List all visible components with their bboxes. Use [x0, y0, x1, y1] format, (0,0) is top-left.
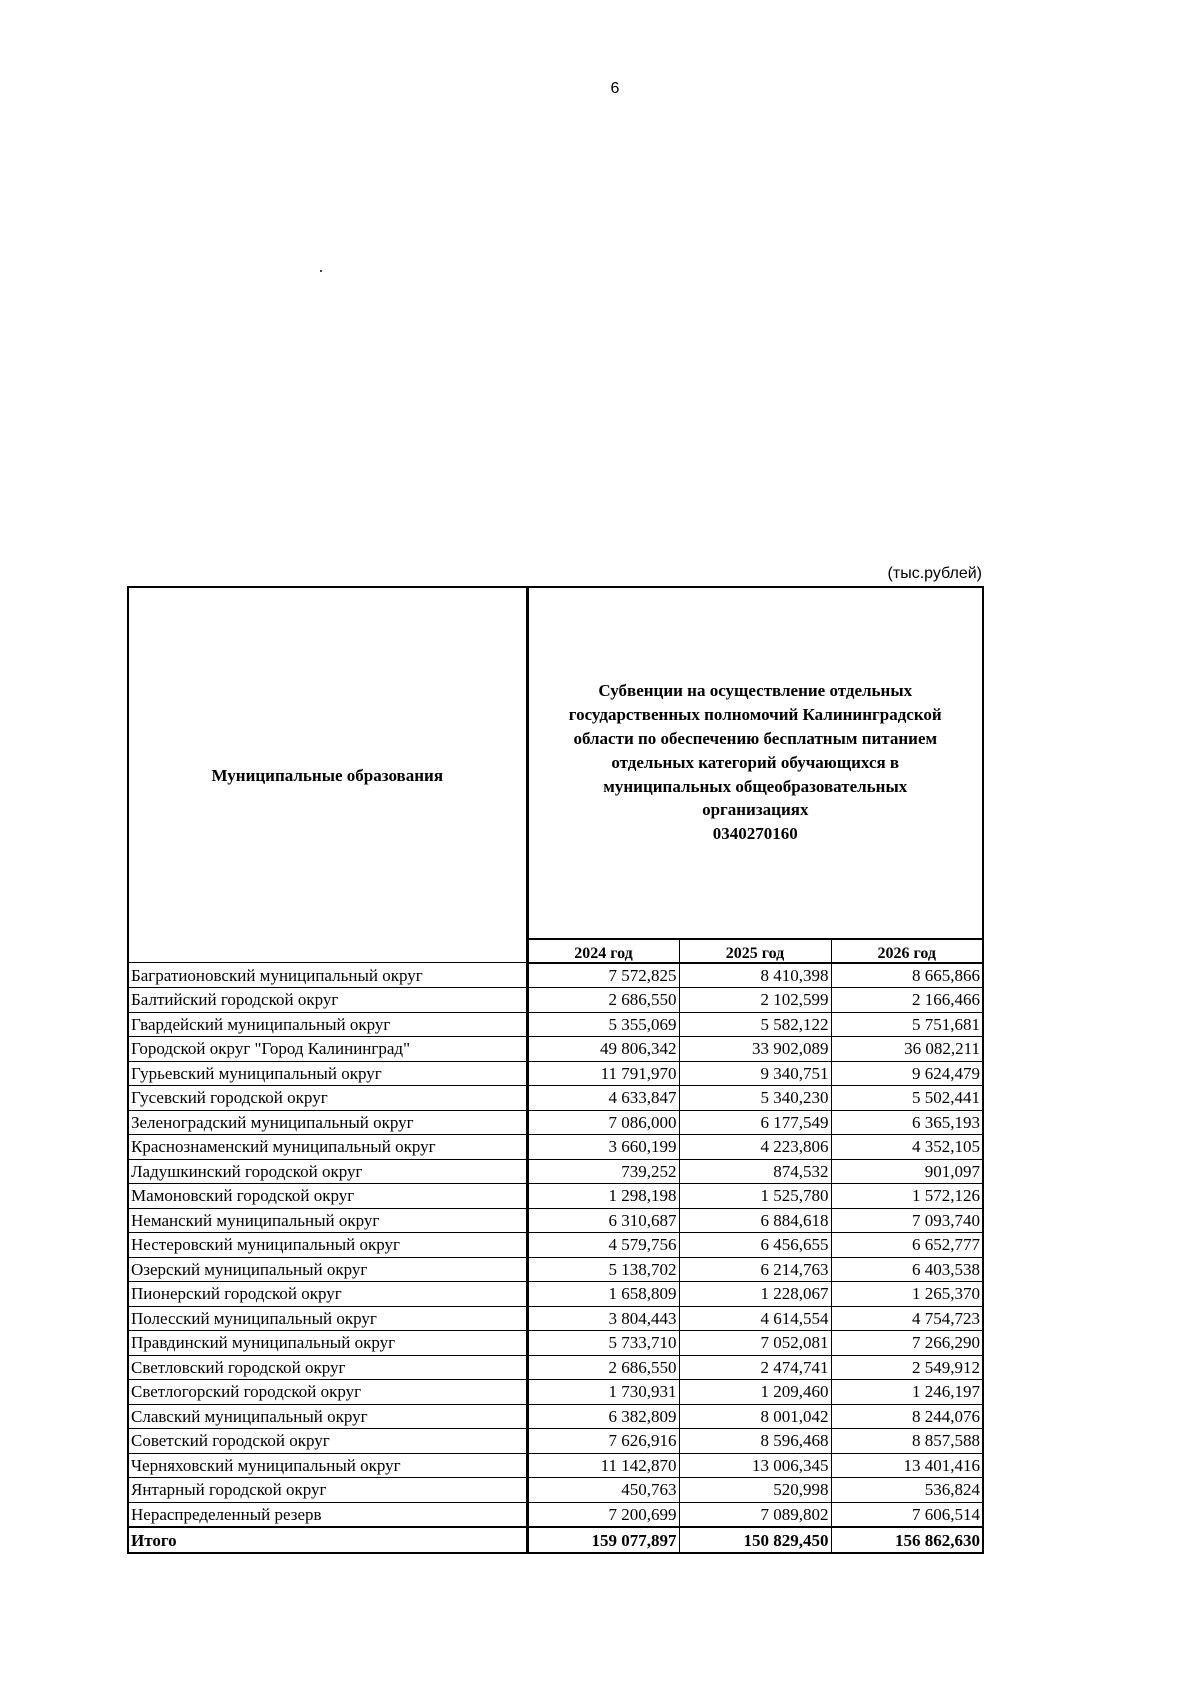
total-2026: 156 862,630 — [831, 1527, 983, 1553]
row-value-2024: 5 355,069 — [527, 1012, 679, 1037]
table-row — [128, 1159, 983, 1184]
row-municipality-name: Зеленоградский муниципальный округ — [128, 1110, 527, 1135]
table-row — [128, 1257, 983, 1282]
header-desc-code: 0340270160 — [712, 824, 798, 844]
row-value-2025: 8 410,398 — [679, 963, 831, 988]
table-row — [128, 1453, 983, 1478]
row-value-2024: 7 572,825 — [527, 963, 679, 988]
row-value-2024: 3 660,199 — [527, 1135, 679, 1160]
table-row — [128, 1478, 983, 1503]
row-value-2025: 6 177,549 — [679, 1110, 831, 1135]
total-row — [128, 1527, 983, 1553]
table-row — [128, 1306, 983, 1331]
row-value-2026: 1 246,197 — [831, 1380, 983, 1405]
row-value-2026: 4 754,723 — [831, 1306, 983, 1331]
row-value-2024: 3 804,443 — [527, 1306, 679, 1331]
row-value-2025: 6 214,763 — [679, 1257, 831, 1282]
row-value-2024: 5 138,702 — [527, 1257, 679, 1282]
header-year-2026: 2026 год — [831, 939, 983, 963]
row-value-2025: 1 228,067 — [679, 1282, 831, 1307]
table-row — [128, 1135, 983, 1160]
row-value-2025: 1 525,780 — [679, 1184, 831, 1209]
row-value-2024: 4 633,847 — [527, 1086, 679, 1111]
table-row — [128, 1061, 983, 1086]
table-row — [128, 1086, 983, 1111]
row-value-2025: 5 582,122 — [679, 1012, 831, 1037]
header-desc-line: области по обеспечению бесплатным питанием — [573, 729, 938, 749]
row-municipality-name: Пионерский городской округ — [128, 1282, 527, 1307]
header-subsidy-description — [527, 587, 983, 939]
total-2024: 159 077,897 — [527, 1527, 679, 1553]
table-row — [128, 1380, 983, 1405]
row-value-2024: 1 658,809 — [527, 1282, 679, 1307]
row-value-2025: 520,998 — [679, 1478, 831, 1503]
row-value-2026: 7 093,740 — [831, 1208, 983, 1233]
row-value-2026: 536,824 — [831, 1478, 983, 1503]
row-value-2024: 4 579,756 — [527, 1233, 679, 1258]
row-value-2026: 4 352,105 — [831, 1135, 983, 1160]
row-value-2024: 6 310,687 — [527, 1208, 679, 1233]
table-row — [128, 1502, 983, 1527]
row-value-2026: 9 624,479 — [831, 1061, 983, 1086]
row-value-2026: 13 401,416 — [831, 1453, 983, 1478]
row-value-2024: 11 142,870 — [527, 1453, 679, 1478]
row-value-2026: 2 549,912 — [831, 1355, 983, 1380]
header-desc-line: муниципальных общеобразовательных — [603, 776, 908, 796]
row-value-2025: 2 102,599 — [679, 988, 831, 1013]
row-value-2024: 11 791,970 — [527, 1061, 679, 1086]
row-value-2025: 1 209,460 — [679, 1380, 831, 1405]
subsidy-table — [127, 586, 984, 1554]
row-value-2024: 6 382,809 — [527, 1404, 679, 1429]
row-municipality-name: Неманский муниципальный округ — [128, 1208, 527, 1233]
row-value-2024: 2 686,550 — [527, 1355, 679, 1380]
row-value-2024: 450,763 — [527, 1478, 679, 1503]
row-municipality-name: Мамоновский городской округ — [128, 1184, 527, 1209]
table-row — [128, 1233, 983, 1258]
row-value-2026: 8 857,588 — [831, 1429, 983, 1454]
row-value-2026: 8 665,866 — [831, 963, 983, 988]
row-value-2024: 7 086,000 — [527, 1110, 679, 1135]
header-municipalities: Муниципальные образования — [128, 587, 527, 963]
row-value-2026: 6 403,538 — [831, 1257, 983, 1282]
row-value-2026: 7 266,290 — [831, 1331, 983, 1356]
row-municipality-name: Светловский городской округ — [128, 1355, 527, 1380]
row-value-2025: 33 902,089 — [679, 1037, 831, 1062]
row-value-2025: 4 223,806 — [679, 1135, 831, 1160]
row-value-2025: 5 340,230 — [679, 1086, 831, 1111]
row-value-2025: 7 052,081 — [679, 1331, 831, 1356]
table-row — [128, 1110, 983, 1135]
row-value-2025: 2 474,741 — [679, 1355, 831, 1380]
row-value-2026: 6 365,193 — [831, 1110, 983, 1135]
row-value-2026: 1 572,126 — [831, 1184, 983, 1209]
table-row — [128, 1184, 983, 1209]
row-value-2025: 13 006,345 — [679, 1453, 831, 1478]
row-value-2024: 2 686,550 — [527, 988, 679, 1013]
row-municipality-name: Полесский муниципальный округ — [128, 1306, 527, 1331]
row-municipality-name: Городской округ "Город Калининград" — [128, 1037, 527, 1062]
page-number: 6 — [610, 80, 620, 97]
row-value-2026: 6 652,777 — [831, 1233, 983, 1258]
header-desc-line: организациях — [702, 800, 809, 820]
row-value-2024: 7 626,916 — [527, 1429, 679, 1454]
row-municipality-name: Нераспределенный резерв — [128, 1502, 527, 1527]
row-value-2026: 36 082,211 — [831, 1037, 983, 1062]
header-year-2024: 2024 год — [527, 939, 679, 963]
row-value-2024: 5 733,710 — [527, 1331, 679, 1356]
total-2025: 150 829,450 — [679, 1527, 831, 1553]
row-value-2026: 5 502,441 — [831, 1086, 983, 1111]
header-year-2025: 2025 год — [679, 939, 831, 963]
header-desc-line: государственных полномочий Калининградской — [568, 705, 942, 725]
row-municipality-name: Багратионовский муниципальный округ — [128, 963, 527, 988]
row-value-2024: 49 806,342 — [527, 1037, 679, 1062]
row-value-2026: 1 265,370 — [831, 1282, 983, 1307]
table-row — [128, 1429, 983, 1454]
unit-note: (тыс.рублей) — [887, 565, 982, 582]
table-row — [128, 963, 983, 988]
header-desc-line: Субвенции на осуществление отдельных — [598, 681, 913, 701]
row-municipality-name: Нестеровский муниципальный округ — [128, 1233, 527, 1258]
row-value-2025: 6 456,655 — [679, 1233, 831, 1258]
row-municipality-name: Янтарный городской округ — [128, 1478, 527, 1503]
row-municipality-name: Славский муниципальный округ — [128, 1404, 527, 1429]
row-municipality-name: Советский городской округ — [128, 1429, 527, 1454]
row-value-2024: 1 298,198 — [527, 1184, 679, 1209]
row-value-2026: 5 751,681 — [831, 1012, 983, 1037]
row-value-2024: 739,252 — [527, 1159, 679, 1184]
table-row — [128, 1208, 983, 1233]
row-value-2026: 8 244,076 — [831, 1404, 983, 1429]
table-row — [128, 1404, 983, 1429]
table-row — [128, 1331, 983, 1356]
row-municipality-name: Правдинский муниципальный округ — [128, 1331, 527, 1356]
total-label: Итого — [128, 1527, 527, 1553]
row-value-2025: 9 340,751 — [679, 1061, 831, 1086]
row-municipality-name: Гусевский городской округ — [128, 1086, 527, 1111]
row-municipality-name: Гурьевский муниципальный округ — [128, 1061, 527, 1086]
row-municipality-name: Балтийский городской округ — [128, 988, 527, 1013]
table-row — [128, 1037, 983, 1062]
row-municipality-name: Ладушкинский городской округ — [128, 1159, 527, 1184]
row-municipality-name: Светлогорский городской округ — [128, 1380, 527, 1405]
row-value-2024: 7 200,699 — [527, 1502, 679, 1527]
row-value-2026: 7 606,514 — [831, 1502, 983, 1527]
row-value-2026: 2 166,466 — [831, 988, 983, 1013]
row-value-2026: 901,097 — [831, 1159, 983, 1184]
row-value-2025: 874,532 — [679, 1159, 831, 1184]
table-row — [128, 1355, 983, 1380]
table-row — [128, 988, 983, 1013]
scan-speck — [320, 270, 322, 272]
row-municipality-name: Черняховский муниципальный округ — [128, 1453, 527, 1478]
row-value-2025: 7 089,802 — [679, 1502, 831, 1527]
row-value-2025: 8 001,042 — [679, 1404, 831, 1429]
row-value-2025: 8 596,468 — [679, 1429, 831, 1454]
row-municipality-name: Озерский муниципальный округ — [128, 1257, 527, 1282]
row-value-2025: 4 614,554 — [679, 1306, 831, 1331]
row-municipality-name: Краснознаменский муниципальный округ — [128, 1135, 527, 1160]
row-value-2025: 6 884,618 — [679, 1208, 831, 1233]
table-row — [128, 1282, 983, 1307]
header-desc-line: отдельных категорий обучающихся в — [611, 752, 900, 772]
row-municipality-name: Гвардейский муниципальный округ — [128, 1012, 527, 1037]
row-value-2024: 1 730,931 — [527, 1380, 679, 1405]
table-row — [128, 1012, 983, 1037]
